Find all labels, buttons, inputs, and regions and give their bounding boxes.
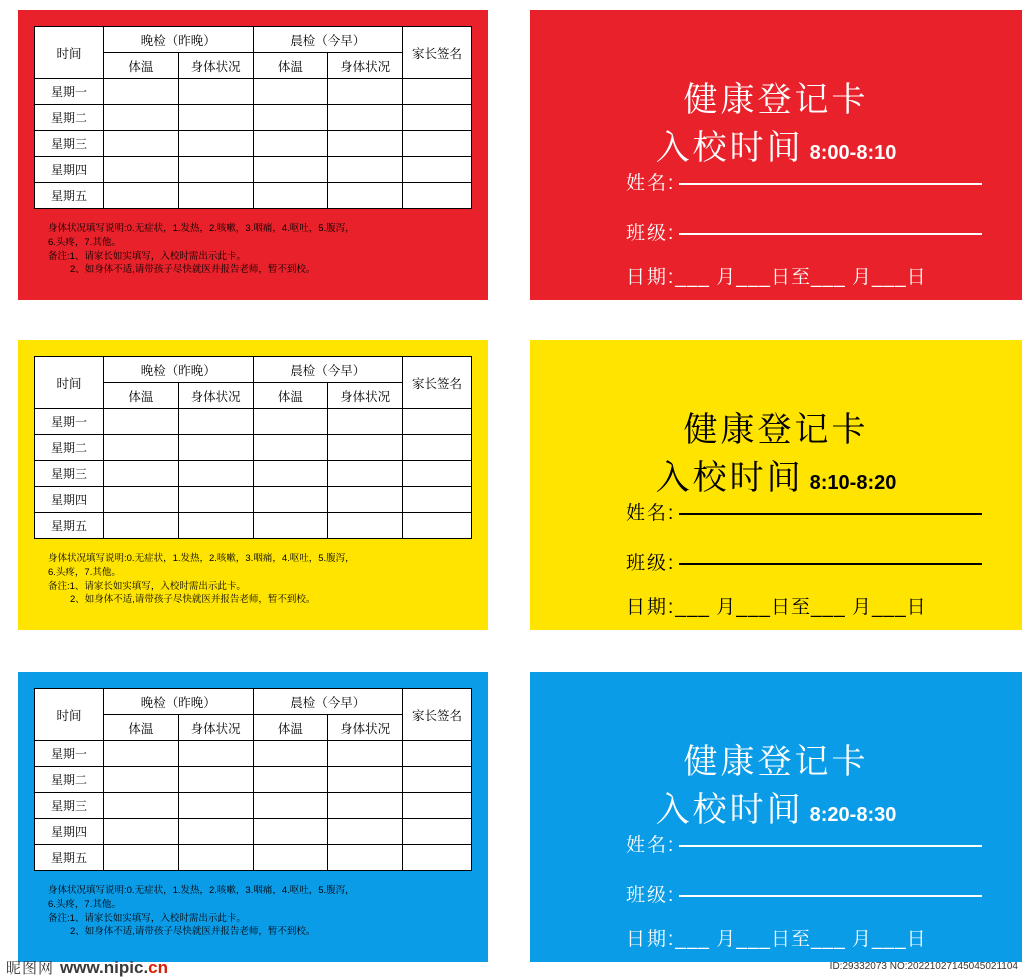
header-signature: 家长签名 (403, 357, 472, 409)
cell-morning-temp[interactable] (253, 461, 328, 487)
header-evening-temp: 体温 (104, 53, 179, 79)
notes-line-3: 备注:1、请家长如实填写，入校时需出示此卡。 (48, 912, 246, 924)
cell-signature[interactable] (403, 461, 472, 487)
field-class-input[interactable] (679, 895, 982, 897)
notes-line-2: 6.头疼，7.其他。 (48, 898, 121, 910)
cell-morning-condition[interactable] (328, 157, 403, 183)
poster-title-line2 (530, 450, 1022, 499)
field-date-input[interactable]: ___ 月___日至___ 月___日 (675, 267, 927, 288)
cell-signature[interactable] (403, 157, 472, 183)
header-morning-temp: 体温 (253, 53, 328, 79)
cell-morning-temp[interactable] (253, 487, 328, 513)
table-row (35, 845, 472, 871)
header-evening: 晚检（昨晚） (104, 689, 254, 715)
table-row (35, 409, 472, 435)
registration-table-wrapper (34, 688, 472, 871)
field-name-label: 姓名: (626, 503, 676, 524)
cell-evening-condition[interactable] (178, 435, 253, 461)
registration-table (34, 26, 472, 209)
header-evening: 晚检（昨晚） (104, 27, 254, 53)
cell-evening-condition[interactable] (178, 157, 253, 183)
cell-evening-condition[interactable] (178, 513, 253, 539)
table-header-row (35, 357, 472, 383)
table-row (35, 819, 472, 845)
cell-morning-condition[interactable] (328, 105, 403, 131)
header-time: 时间 (35, 357, 104, 409)
cell-evening-condition[interactable] (178, 767, 253, 793)
table-row (35, 487, 472, 513)
site-logo-cn: 昵图网 (6, 960, 55, 977)
poster-subtitle-text: 入校时间 (655, 129, 804, 167)
cell-evening-condition[interactable] (178, 131, 253, 157)
cell-evening-condition[interactable] (178, 409, 253, 435)
registration-table-wrapper (34, 26, 472, 209)
cell-signature[interactable] (403, 741, 472, 767)
cell-evening-condition[interactable] (178, 105, 253, 131)
header-evening-condition: 身体状况 (178, 53, 253, 79)
footer-watermark (0, 942, 1024, 978)
cell-signature[interactable] (403, 487, 472, 513)
header-morning-condition: 身体状况 (328, 383, 403, 409)
notes-line-1: 身体状况填写说明:0.无症状，1.发热，2.咳嗽，3.咽痛，4.呕吐，5.腹泻， (48, 885, 355, 896)
table-card-blue (18, 672, 488, 962)
table-header-row (35, 689, 472, 715)
row-label: 星期五 (35, 845, 104, 871)
notes-line-1: 身体状况填写说明:0.无症状，1.发热，2.咳嗽，3.咽痛，4.呕吐，5.腹泻， (48, 223, 355, 234)
cell-morning-condition[interactable] (328, 487, 403, 513)
header-evening-temp: 体温 (104, 715, 179, 741)
row-label: 星期一 (35, 741, 104, 767)
cell-evening-temp[interactable] (104, 79, 179, 105)
cell-evening-temp[interactable] (104, 513, 179, 539)
header-signature: 家长签名 (403, 689, 472, 741)
table-header-row (35, 27, 472, 53)
cell-signature[interactable] (403, 513, 472, 539)
registration-table-wrapper (34, 356, 472, 539)
cell-morning-condition[interactable] (328, 513, 403, 539)
cell-morning-temp[interactable] (253, 793, 328, 819)
header-morning: 晨检（今早） (253, 357, 403, 383)
cell-morning-condition[interactable] (328, 793, 403, 819)
field-name-label: 姓名: (626, 173, 676, 194)
cell-evening-condition[interactable] (178, 845, 253, 871)
field-date (626, 262, 982, 289)
notes-line-2: 6.头疼，7.其他。 (48, 236, 121, 248)
field-name (626, 498, 982, 525)
site-logo-url: www.nipic.cn (60, 958, 169, 977)
field-name (626, 830, 982, 857)
cell-morning-temp[interactable] (253, 131, 328, 157)
cell-morning-condition[interactable] (328, 183, 403, 209)
cell-morning-temp[interactable] (253, 513, 328, 539)
registration-table (34, 688, 472, 871)
field-date-label: 日期: (626, 267, 676, 288)
header-evening-condition: 身体状况 (178, 715, 253, 741)
table-row (35, 105, 472, 131)
table-row (35, 183, 472, 209)
header-time: 时间 (35, 27, 104, 79)
table-row (35, 131, 472, 157)
header-evening-temp: 体温 (104, 383, 179, 409)
field-class (626, 880, 982, 907)
cell-morning-condition[interactable] (328, 435, 403, 461)
poster-subtitle-text: 入校时间 (655, 791, 804, 829)
field-date-input[interactable]: ___ 月___日至___ 月___日 (675, 929, 927, 950)
notes-block (48, 552, 478, 607)
table-row (35, 513, 472, 539)
cell-morning-temp[interactable] (253, 409, 328, 435)
poster-time-yellow: 8:10-8:20 (809, 472, 897, 494)
poster-title-line1: 健康登记卡 (683, 743, 869, 781)
cell-evening-temp[interactable] (104, 105, 179, 131)
cell-morning-condition[interactable] (328, 409, 403, 435)
cell-evening-condition[interactable] (178, 793, 253, 819)
cell-evening-condition[interactable] (178, 741, 253, 767)
cell-signature[interactable] (403, 183, 472, 209)
header-signature: 家长签名 (403, 27, 472, 79)
header-evening-condition: 身体状况 (178, 383, 253, 409)
header-morning-temp: 体温 (253, 715, 328, 741)
registration-table (34, 356, 472, 539)
header-evening: 晚检（昨晚） (104, 357, 254, 383)
table-card-yellow (18, 340, 488, 630)
field-class (626, 548, 982, 575)
table-card-red (18, 10, 488, 300)
row-label: 星期五 (35, 183, 104, 209)
cell-morning-condition[interactable] (328, 461, 403, 487)
cell-signature[interactable] (403, 79, 472, 105)
field-date-label: 日期: (626, 929, 676, 950)
row-label: 星期二 (35, 767, 104, 793)
poster-card-blue (530, 672, 1022, 962)
notes-line-3: 备注:1、请家长如实填写，入校时需出示此卡。 (48, 250, 246, 262)
asset-id-text: ID:29332073 NO:20221027145045021104 (829, 961, 1018, 972)
notes-line-4: 2、如身体不适,请带孩子尽快就医并报告老师，暂不到校。 (70, 594, 316, 606)
cell-morning-temp[interactable] (253, 435, 328, 461)
cell-evening-temp[interactable] (104, 793, 179, 819)
poster-time-blue: 8:20-8:30 (809, 804, 897, 826)
field-name-input[interactable] (679, 183, 982, 185)
table-row (35, 793, 472, 819)
table-row (35, 461, 472, 487)
notes-line-3: 备注:1、请家长如实填写，入校时需出示此卡。 (48, 580, 246, 592)
cell-evening-temp[interactable] (104, 845, 179, 871)
cell-morning-temp[interactable] (253, 767, 328, 793)
notes-line-4: 2、如身体不适,请带孩子尽快就医并报告老师，暂不到校。 (70, 926, 316, 938)
cell-signature[interactable] (403, 409, 472, 435)
cell-morning-temp[interactable] (253, 183, 328, 209)
row-label: 星期四 (35, 157, 104, 183)
cell-evening-temp[interactable] (104, 131, 179, 157)
site-logo[interactable] (6, 959, 168, 976)
cell-evening-condition[interactable] (178, 183, 253, 209)
cell-evening-temp[interactable] (104, 461, 179, 487)
field-class-label: 班级: (626, 885, 676, 906)
cell-evening-temp[interactable] (104, 767, 179, 793)
cell-evening-temp[interactable] (104, 819, 179, 845)
cell-evening-temp[interactable] (104, 435, 179, 461)
cell-evening-condition[interactable] (178, 461, 253, 487)
row-label: 星期三 (35, 461, 104, 487)
poster-time-red: 8:00-8:10 (809, 142, 897, 164)
cell-evening-temp[interactable] (104, 487, 179, 513)
field-class-label: 班级: (626, 553, 676, 574)
field-class-input[interactable] (679, 233, 982, 235)
cell-morning-condition[interactable] (328, 131, 403, 157)
poster-title-line1: 健康登记卡 (683, 81, 869, 119)
header-morning-temp: 体温 (253, 383, 328, 409)
table-row (35, 741, 472, 767)
cell-morning-condition[interactable] (328, 845, 403, 871)
field-date-input[interactable]: ___ 月___日至___ 月___日 (675, 597, 927, 618)
field-name-label: 姓名: (626, 835, 676, 856)
cell-evening-condition[interactable] (178, 819, 253, 845)
field-class-label: 班级: (626, 223, 676, 244)
field-date-label: 日期: (626, 597, 676, 618)
row-label: 星期五 (35, 513, 104, 539)
cell-morning-temp[interactable] (253, 79, 328, 105)
cell-morning-condition[interactable] (328, 79, 403, 105)
cell-morning-condition[interactable] (328, 741, 403, 767)
row-label: 星期二 (35, 105, 104, 131)
field-name (626, 168, 982, 195)
cell-signature[interactable] (403, 105, 472, 131)
field-name-input[interactable] (679, 845, 982, 847)
cell-signature[interactable] (403, 131, 472, 157)
cell-evening-condition[interactable] (178, 487, 253, 513)
row-label: 星期三 (35, 793, 104, 819)
poster-title-line2 (530, 782, 1022, 831)
cell-signature[interactable] (403, 793, 472, 819)
header-morning-condition: 身体状况 (328, 53, 403, 79)
poster-title-line1: 健康登记卡 (683, 411, 869, 449)
cell-evening-temp[interactable] (104, 741, 179, 767)
notes-block (48, 884, 478, 939)
cell-evening-temp[interactable] (104, 157, 179, 183)
cell-morning-temp[interactable] (253, 105, 328, 131)
cell-signature[interactable] (403, 845, 472, 871)
cell-morning-condition[interactable] (328, 767, 403, 793)
poster-card-yellow (530, 340, 1022, 630)
row-label: 星期三 (35, 131, 104, 157)
cell-evening-temp[interactable] (104, 183, 179, 209)
notes-line-2: 6.头疼，7.其他。 (48, 566, 121, 578)
table-row (35, 157, 472, 183)
cell-morning-temp[interactable] (253, 157, 328, 183)
cell-signature[interactable] (403, 435, 472, 461)
cell-signature[interactable] (403, 767, 472, 793)
field-date (626, 592, 982, 619)
header-morning: 晨检（今早） (253, 27, 403, 53)
field-name-input[interactable] (679, 513, 982, 515)
poster-title-line2 (530, 120, 1022, 169)
cell-signature[interactable] (403, 819, 472, 845)
row-label: 星期一 (35, 409, 104, 435)
row-label: 星期四 (35, 819, 104, 845)
cell-evening-condition[interactable] (178, 79, 253, 105)
cell-morning-temp[interactable] (253, 741, 328, 767)
table-row (35, 79, 472, 105)
cell-morning-temp[interactable] (253, 819, 328, 845)
field-class (626, 218, 982, 245)
notes-block (48, 222, 478, 277)
notes-line-4: 2、如身体不适,请带孩子尽快就医并报告老师，暂不到校。 (70, 264, 316, 276)
header-morning: 晨检（今早） (253, 689, 403, 715)
table-row (35, 767, 472, 793)
row-label: 星期四 (35, 487, 104, 513)
notes-line-1: 身体状况填写说明:0.无症状，1.发热，2.咳嗽，3.咽痛，4.呕吐，5.腹泻， (48, 553, 355, 564)
poster-subtitle-text: 入校时间 (655, 459, 804, 497)
table-row (35, 435, 472, 461)
header-time: 时间 (35, 689, 104, 741)
cell-evening-temp[interactable] (104, 409, 179, 435)
poster-card-red (530, 10, 1022, 300)
header-morning-condition: 身体状况 (328, 715, 403, 741)
row-label: 星期二 (35, 435, 104, 461)
row-label: 星期一 (35, 79, 104, 105)
field-class-input[interactable] (679, 563, 982, 565)
cell-morning-condition[interactable] (328, 819, 403, 845)
cell-morning-temp[interactable] (253, 845, 328, 871)
